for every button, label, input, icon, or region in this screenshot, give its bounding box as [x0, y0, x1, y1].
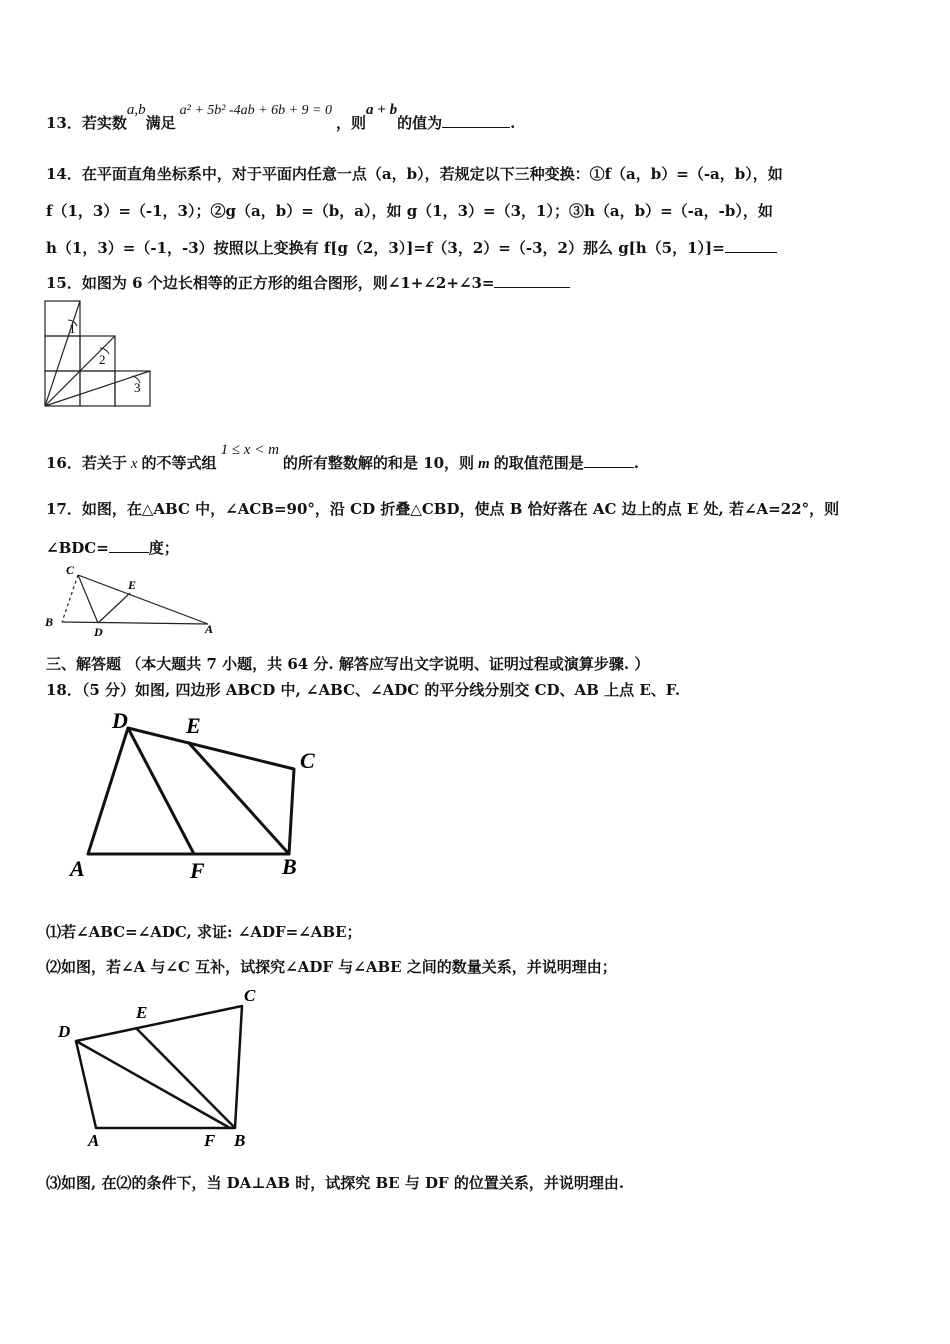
q18-figure-1: [60, 706, 330, 886]
question-16: [46, 442, 639, 473]
q17-answer-blank[interactable]: [109, 538, 149, 553]
segment-df: [76, 1041, 230, 1128]
point-label-e: E: [128, 578, 137, 592]
q17-text-2b: 度；: [148, 539, 179, 557]
q14-answer-blank[interactable]: [725, 238, 777, 253]
q17-text-2a: ∠BDC=: [46, 539, 109, 557]
q16-text-1: 16．若关于: [46, 454, 127, 472]
q16-text-4: 的取值范围是: [493, 454, 584, 472]
question-17-line-2: [46, 537, 179, 558]
point-label-c: C: [244, 986, 256, 1005]
question-13: [46, 102, 516, 133]
angle-label-1: 1: [69, 321, 76, 336]
q18-figure-2: [54, 984, 274, 1154]
question-18-intro: 18．（5 分）如图, 四边形 ABCD 中, ∠ABC、∠ADC 的平分线分别交 CD、AB 上点 E、F.: [46, 681, 681, 699]
q15-answer-blank[interactable]: [494, 273, 570, 288]
question-17-line-1: 17．如图，在△ABC 中，∠ACB=90°，沿 CD 折叠△CBD，使点 B 恰好落在 AC 边上的点 E 处, 若∠A=22°，则: [46, 500, 840, 518]
q16-var-m: m: [478, 456, 490, 472]
point-label-b: B: [45, 615, 54, 629]
point-label-c: C: [300, 748, 315, 773]
q16-inequality: 1 ≤ x < m: [220, 442, 279, 458]
angle-label-3: 3: [134, 380, 141, 395]
q13-text-3: ，则: [336, 114, 367, 132]
segment-df: [128, 728, 194, 854]
point-label-f: F: [204, 1131, 216, 1150]
point-label-f: F: [190, 858, 205, 883]
q16-text-2: 的不等式组: [141, 454, 217, 472]
section-3-heading: 三、解答题 （本大题共 7 小题，共 64 分. 解答应写出文字说明、证明过程或演算步骤. ）: [46, 655, 650, 673]
segment-de: [98, 593, 130, 623]
point-label-b: B: [282, 854, 297, 879]
question-18-part-3: ⑶如图, 在⑵的条件下，当 DA⊥AB 时，试探究 BE 与 DF 的位置关系，并说明理由.: [46, 1174, 625, 1192]
q16-period: .: [633, 454, 639, 472]
segment-be: [136, 1028, 235, 1128]
diagonal-1: [45, 301, 80, 406]
question-15: [46, 272, 570, 293]
point-label-d: D: [94, 625, 103, 639]
q16-text-3: 的所有整数解的和是 10，则: [282, 454, 475, 472]
point-label-a: A: [70, 856, 85, 881]
q16-var-x: x: [130, 456, 138, 472]
point-label-a: A: [205, 622, 214, 636]
q13-answer-blank[interactable]: [442, 113, 510, 128]
q13-period: .: [510, 114, 516, 132]
segment-cb-dashed: [62, 575, 78, 622]
q16-answer-blank[interactable]: [584, 453, 634, 468]
q13-text-1: 若实数: [81, 114, 127, 132]
q13-text-2: 满足: [145, 114, 176, 132]
q13-text-4: 的值为: [397, 114, 443, 132]
point-label-e: E: [136, 1003, 148, 1022]
q13-variables: a,b: [126, 102, 146, 118]
q17-triangle-figure: [42, 562, 222, 638]
segment-ca: [78, 575, 208, 624]
q15-text: 15．如图为 6 个边长相等的正方形的组合图形，则∠1+∠2+∠3=: [46, 274, 495, 292]
point-label-c: C: [66, 563, 75, 577]
point-label-b: B: [234, 1131, 246, 1150]
angle-label-2: 2: [99, 352, 106, 367]
question-18-part-2: ⑵如图，若∠A 与∠C 互补，试探究∠ADF 与∠ABE 之间的数量关系，并说明理由；: [46, 958, 617, 976]
q13-number: 13．: [46, 114, 82, 132]
segment-cd: [78, 575, 98, 623]
q13-sum: a + b: [366, 102, 398, 118]
point-label-d: D: [58, 1022, 71, 1041]
question-14-line-1: 14．在平面直角坐标系中，对于平面内任意一点（a，b），若规定以下三种变换：①f（a，b）=（-a，b），如: [46, 165, 783, 183]
q14-text-3: h（1，3）=（-1，-3）按照以上变换有 f[g（2，3）]=f（3，2）=（-3，2）那么 g[h（5，1）]=: [46, 239, 725, 257]
point-label-a: A: [88, 1131, 100, 1150]
segment-be: [188, 742, 289, 854]
point-label-e: E: [186, 713, 201, 738]
q15-squares-figure: [44, 300, 152, 410]
question-18-part-1: ⑴若∠ABC=∠ADC, 求证: ∠ADF=∠ABE；: [46, 923, 362, 941]
point-label-d: D: [112, 708, 128, 733]
question-14-line-2: f（1，3）=（-1，3）；②g（a，b）=（b，a），如 g（1，3）=（3，1）；③h（a，b）=（-a，-b），如: [46, 202, 773, 220]
question-14-line-3: [46, 237, 777, 258]
q13-equation: a² + 5b² -4ab + 6b + 9 = 0: [179, 103, 333, 118]
segment-ba: [62, 622, 208, 624]
